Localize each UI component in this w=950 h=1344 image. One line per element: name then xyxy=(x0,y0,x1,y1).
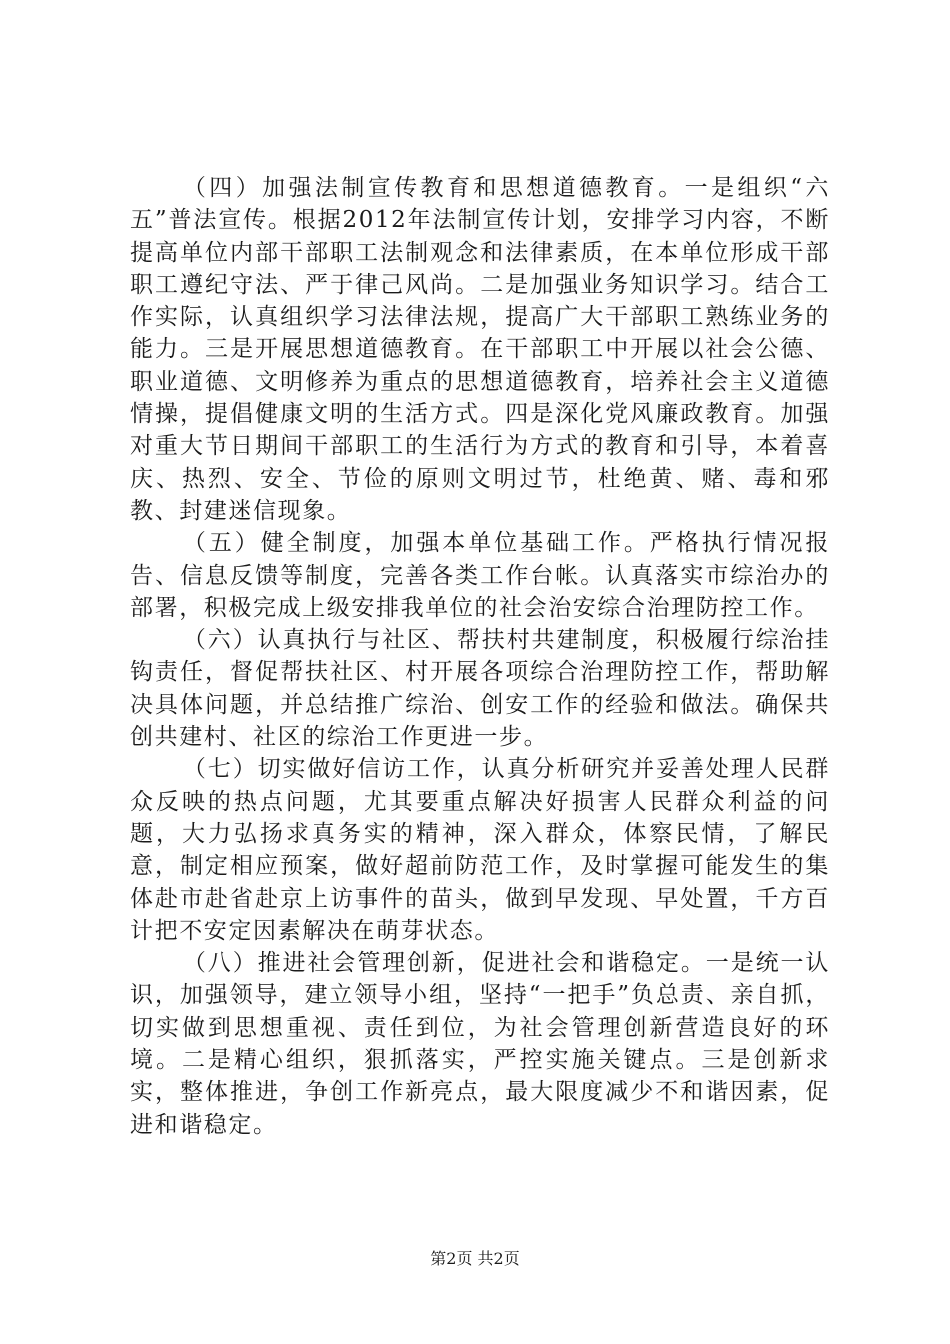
paragraph-8: （八）推进社会管理创新，促进社会和谐稳定。一是统一认识，加强领导，建立领导小组，坚持“一把手”负总责、亲自抓，切实做到思想重视、责任到位，为社会管理创新营造良好的环境。二是精心组织，狠抓落实，严控实施关键点。三是创新求实，整体推进，争创工作新亮点，最大限度减少不和谐因素，促进和谐稳定。 xyxy=(130,950,830,1138)
paragraph-5: （五）健全制度，加强本单位基础工作。严格执行情况报告、信息反馈等制度，完善各类工作台帐。认真落实市综治办的部署，积极完成上级安排我单位的社会治安综合治理防控工作。 xyxy=(130,530,830,621)
page-number-footer: 第2页 共2页 xyxy=(430,1249,520,1268)
paragraph-4: （四）加强法制宣传教育和思想道德教育。一是组织“六五”普法宣传。根据2012年法制宣传计划，安排学习内容，不断提高单位内部干部职工法制观念和法律素质，在本单位形成干部职工遵纪守法、严于律己风尚。二是加强业务知识学习。结合工作实际，认真组织学习法律法规，提高广大干部职工熟练业务的能力。三是开展思想道德教育。在干部职工中开展以社会公德、职业道德、文明修养为重点的思想道德教育，培养社会主义道德情操，提倡健康文明的生活方式。四是深化党风廉政教育。加强对重大节日期间干部职工的生活行为方式的教育和引导，本着喜庆、热烈、安全、节俭的原则文明过节，杜绝黄、赌、毒和邪教、封建迷信现象。 xyxy=(130,175,830,524)
paragraph-6: （六）认真执行与社区、帮扶村共建制度，积极履行综治挂钩责任，督促帮扶社区、村开展各项综合治理防控工作，帮助解决具体问题，并总结推广综治、创安工作的经验和做法。确保共创共建村、社区的综治工作更进一步。 xyxy=(130,627,830,751)
paragraph-7: （七）切实做好信访工作，认真分析研究并妥善处理人民群众反映的热点问题，尤其要重点解决好损害人民群众利益的问题，大力弘扬求真务实的精神，深入群众，体察民情，了解民意，制定相应预案，做好超前防范工作，及时掌握可能发生的集体赴市赴省赴京上访事件的苗头，做到早发现、早处置，千方百计把不安定因素解决在萌芽状态。 xyxy=(130,756,830,944)
document-body xyxy=(130,172,830,1141)
